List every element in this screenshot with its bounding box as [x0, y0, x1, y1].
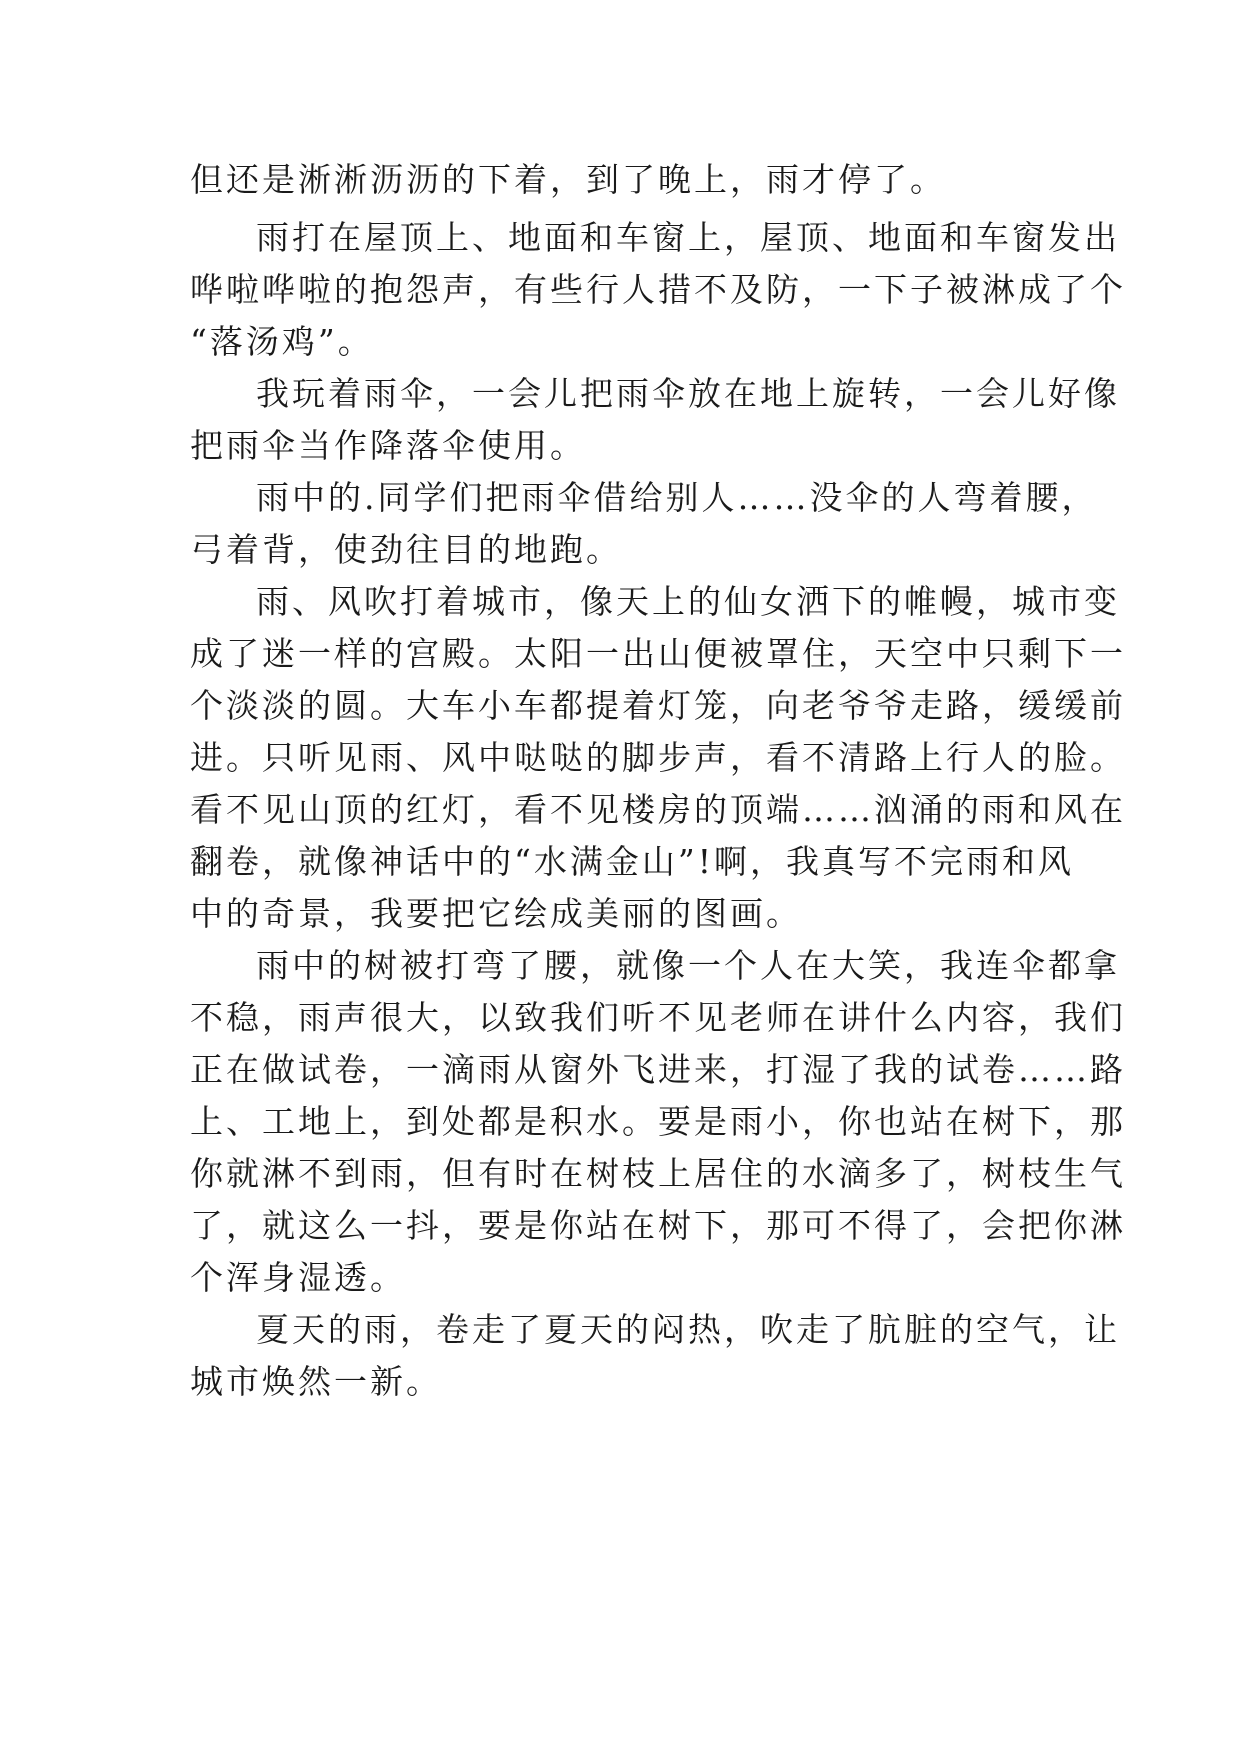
text-line-9: 雨、风吹打着城市，像天上的仙女洒下的帷幔，城市变 [256, 582, 1120, 621]
text-line-21: 了，就这么一抖，要是你站在树下，那可不得了，会把你淋 [190, 1206, 1126, 1245]
text-line-22: 个浑身湿透。 [190, 1258, 406, 1297]
text-line-14: 翻卷，就像神话中的“水满金山”!啊，我真写不完雨和风 [190, 842, 1075, 881]
text-line-8: 弓着背，使劲往目的地跑。 [190, 530, 622, 569]
text-line-17: 不稳，雨声很大，以致我们听不见老师在讲什么内容，我们 [190, 998, 1126, 1037]
text-line-16: 雨中的树被打弯了腰，就像一个人在大笑，我连伞都拿 [256, 946, 1120, 985]
text-line-4: “落汤鸡”。 [190, 322, 374, 361]
text-line-12: 进。只听见雨、风中哒哒的脚步声，看不清路上行人的脸。 [190, 738, 1126, 777]
text-line-24: 城市焕然一新。 [190, 1362, 442, 1401]
text-line-18: 正在做试卷，一滴雨从窗外飞进来，打湿了我的试卷……路 [190, 1050, 1126, 1089]
text-line-1: 但还是淅淅沥沥的下着，到了晚上，雨才停了。 [190, 160, 946, 199]
text-line-15: 中的奇景，我要把它绘成美丽的图画。 [190, 894, 802, 933]
text-line-2: 雨打在屋顶上、地面和车窗上，屋顶、地面和车窗发出 [256, 218, 1120, 257]
text-line-5: 我玩着雨伞，一会儿把雨伞放在地上旋转，一会儿好像 [256, 374, 1120, 413]
text-line-13: 看不见山顶的红灯，看不见楼房的顶端……汹涌的雨和风在 [190, 790, 1126, 829]
text-line-6: 把雨伞当作降落伞使用。 [190, 426, 586, 465]
text-line-10: 成了迷一样的宫殿。太阳一出山便被罩住，天空中只剩下一 [190, 634, 1126, 673]
text-line-7: 雨中的.同学们把雨伞借给别人……没伞的人弯着腰， [256, 478, 1098, 517]
text-line-20: 你就淋不到雨，但有时在树枝上居住的水滴多了，树枝生气 [190, 1154, 1126, 1193]
text-line-11: 个淡淡的圆。大车小车都提着灯笼，向老爷爷走路，缓缓前 [190, 686, 1126, 725]
text-line-19: 上、工地上，到处都是积水。要是雨小，你也站在树下，那 [190, 1102, 1126, 1141]
text-line-23: 夏天的雨，卷走了夏天的闷热，吹走了肮脏的空气，让 [256, 1310, 1120, 1349]
text-line-3: 哗啦哗啦的抱怨声，有些行人措不及防，一下子被淋成了个 [190, 270, 1126, 309]
